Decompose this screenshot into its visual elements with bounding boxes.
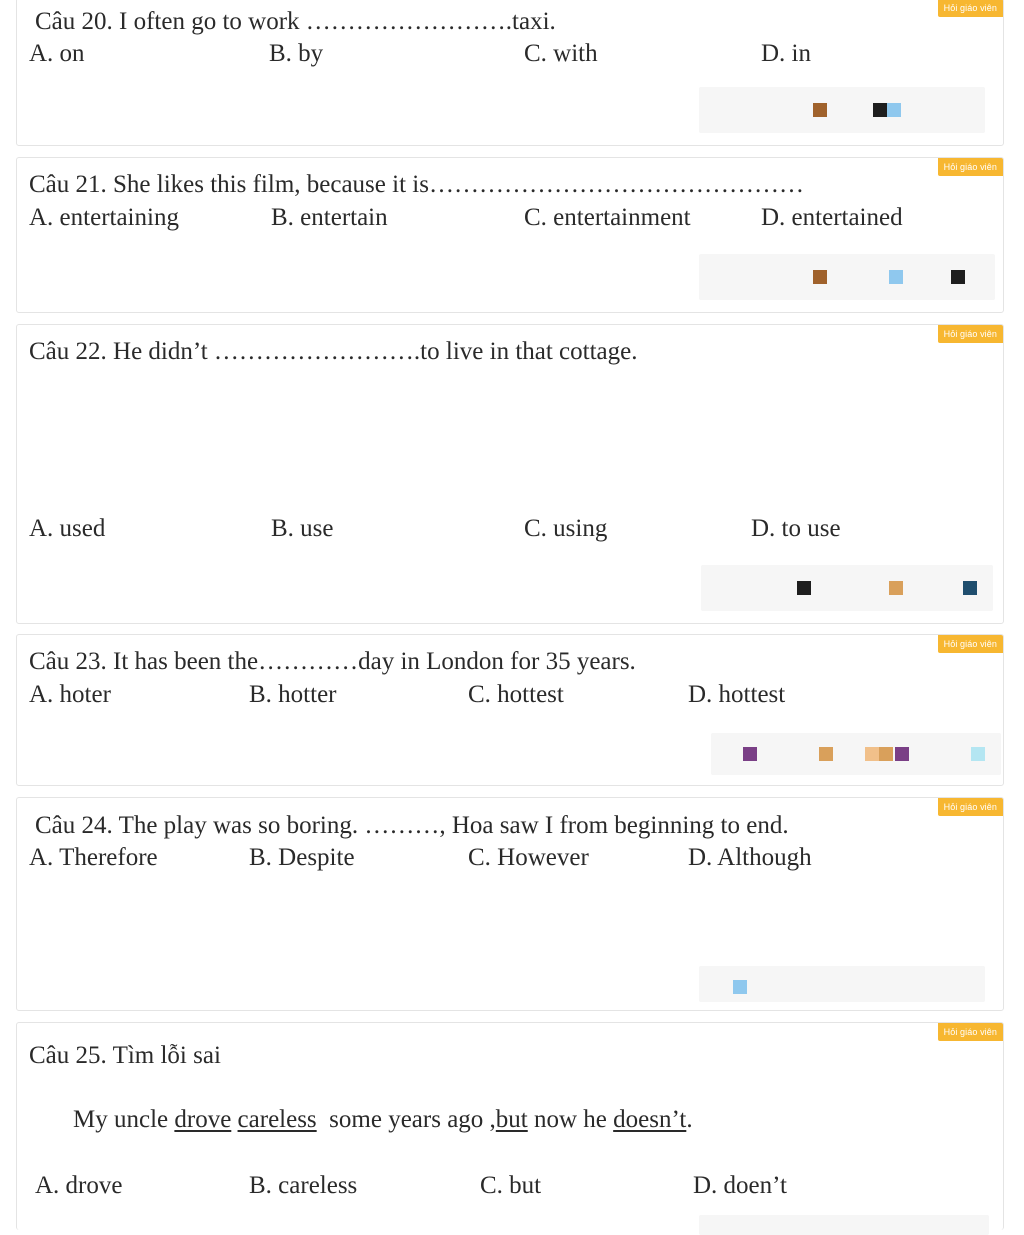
question-text: Câu 20. I often go to work …………………….taxi.: [35, 8, 556, 35]
question-text: Câu 21. She likes this film, because it is………………………………………: [29, 171, 804, 198]
ask-teacher-button[interactable]: Hỏi giáo viên: [938, 325, 1003, 343]
error-sentence: [73, 1105, 693, 1135]
tan-square-icon: [889, 581, 903, 595]
tan-square-icon: [879, 747, 893, 761]
option-b[interactable]: B. Despite: [249, 844, 355, 871]
option-b[interactable]: B. entertain: [271, 204, 388, 231]
reaction-panel: [699, 966, 985, 1002]
option-c[interactable]: C. However: [468, 844, 589, 871]
option-c[interactable]: C. hottest: [468, 681, 564, 708]
purple-square-icon: [895, 747, 909, 761]
question-card-25: [16, 1022, 1004, 1230]
sentence-part: some years ago ,: [316, 1106, 496, 1133]
reaction-panel: [699, 87, 985, 133]
ask-teacher-button[interactable]: Hỏi giáo viên: [938, 635, 1003, 653]
option-a[interactable]: A. entertaining: [29, 204, 179, 231]
underlined-drove: drove: [174, 1106, 232, 1133]
option-b[interactable]: B. careless: [249, 1172, 358, 1199]
question-text: Câu 24. The play was so boring. ………, Hoa saw I from beginning to end.: [35, 812, 789, 839]
question-card-21: [16, 157, 1004, 313]
option-c[interactable]: C. entertainment: [524, 204, 691, 231]
ask-teacher-button[interactable]: Hỏi giáo viên: [938, 798, 1003, 816]
navy-square-icon: [963, 581, 977, 595]
option-d[interactable]: D. hottest: [688, 681, 786, 708]
question-card-20: [16, 0, 1004, 146]
option-b[interactable]: B. by: [269, 40, 324, 67]
option-b[interactable]: B. hotter: [249, 681, 337, 708]
lightblue-square-icon: [733, 980, 747, 994]
option-a[interactable]: A. drove: [35, 1172, 123, 1199]
underlined-doesnt: doesn’t: [613, 1106, 687, 1133]
option-a[interactable]: A. on: [29, 40, 85, 67]
reaction-panel: [701, 565, 993, 611]
option-d[interactable]: D. doen’t: [693, 1172, 787, 1199]
peach-square-icon: [865, 747, 879, 761]
option-d[interactable]: D. to use: [751, 515, 841, 542]
option-a[interactable]: A. hoter: [29, 681, 111, 708]
reaction-panel: [699, 254, 995, 300]
black-square-icon: [951, 270, 965, 284]
underlined-careless: careless: [237, 1106, 317, 1133]
ask-teacher-button[interactable]: Hỏi giáo viên: [938, 158, 1003, 176]
question-card-22: [16, 324, 1004, 624]
tan-square-icon: [819, 747, 833, 761]
lightblue-square-icon: [889, 270, 903, 284]
option-b[interactable]: B. use: [271, 515, 334, 542]
brown-square-icon: [813, 103, 827, 117]
option-a[interactable]: A. used: [29, 515, 106, 542]
brown-square-icon: [813, 270, 827, 284]
option-d[interactable]: D. Although: [688, 844, 812, 871]
option-d[interactable]: D. in: [761, 40, 811, 67]
option-c[interactable]: C. using: [524, 515, 608, 542]
sentence-part: My uncle: [73, 1106, 175, 1133]
question-text: Câu 23. It has been the…………day in London for 35 years.: [29, 648, 636, 675]
option-d[interactable]: D. entertained: [761, 204, 903, 231]
reaction-panel: [711, 733, 1001, 775]
cyan-square-icon: [971, 747, 985, 761]
reaction-panel: [699, 1215, 989, 1235]
option-c[interactable]: C. with: [524, 40, 598, 67]
underlined-but: but: [495, 1106, 528, 1133]
question-text: Câu 22. He didn’t …………………….to live in that cottage.: [29, 338, 638, 365]
option-a[interactable]: A. Therefore: [29, 844, 158, 871]
question-card-24: [16, 797, 1004, 1011]
sentence-part: now he: [527, 1106, 614, 1133]
lightblue-square-icon: [887, 103, 901, 117]
question-title: Câu 25. Tìm lỗi sai: [29, 1042, 221, 1069]
sentence-part: .: [686, 1106, 693, 1133]
black-square-icon: [873, 103, 887, 117]
ask-teacher-button[interactable]: Hỏi giáo viên: [938, 0, 1003, 17]
black-square-icon: [797, 581, 811, 595]
ask-teacher-button[interactable]: Hỏi giáo viên: [938, 1023, 1003, 1041]
question-card-23: [16, 634, 1004, 786]
purple-square-icon: [743, 747, 757, 761]
option-c[interactable]: C. but: [480, 1172, 542, 1199]
